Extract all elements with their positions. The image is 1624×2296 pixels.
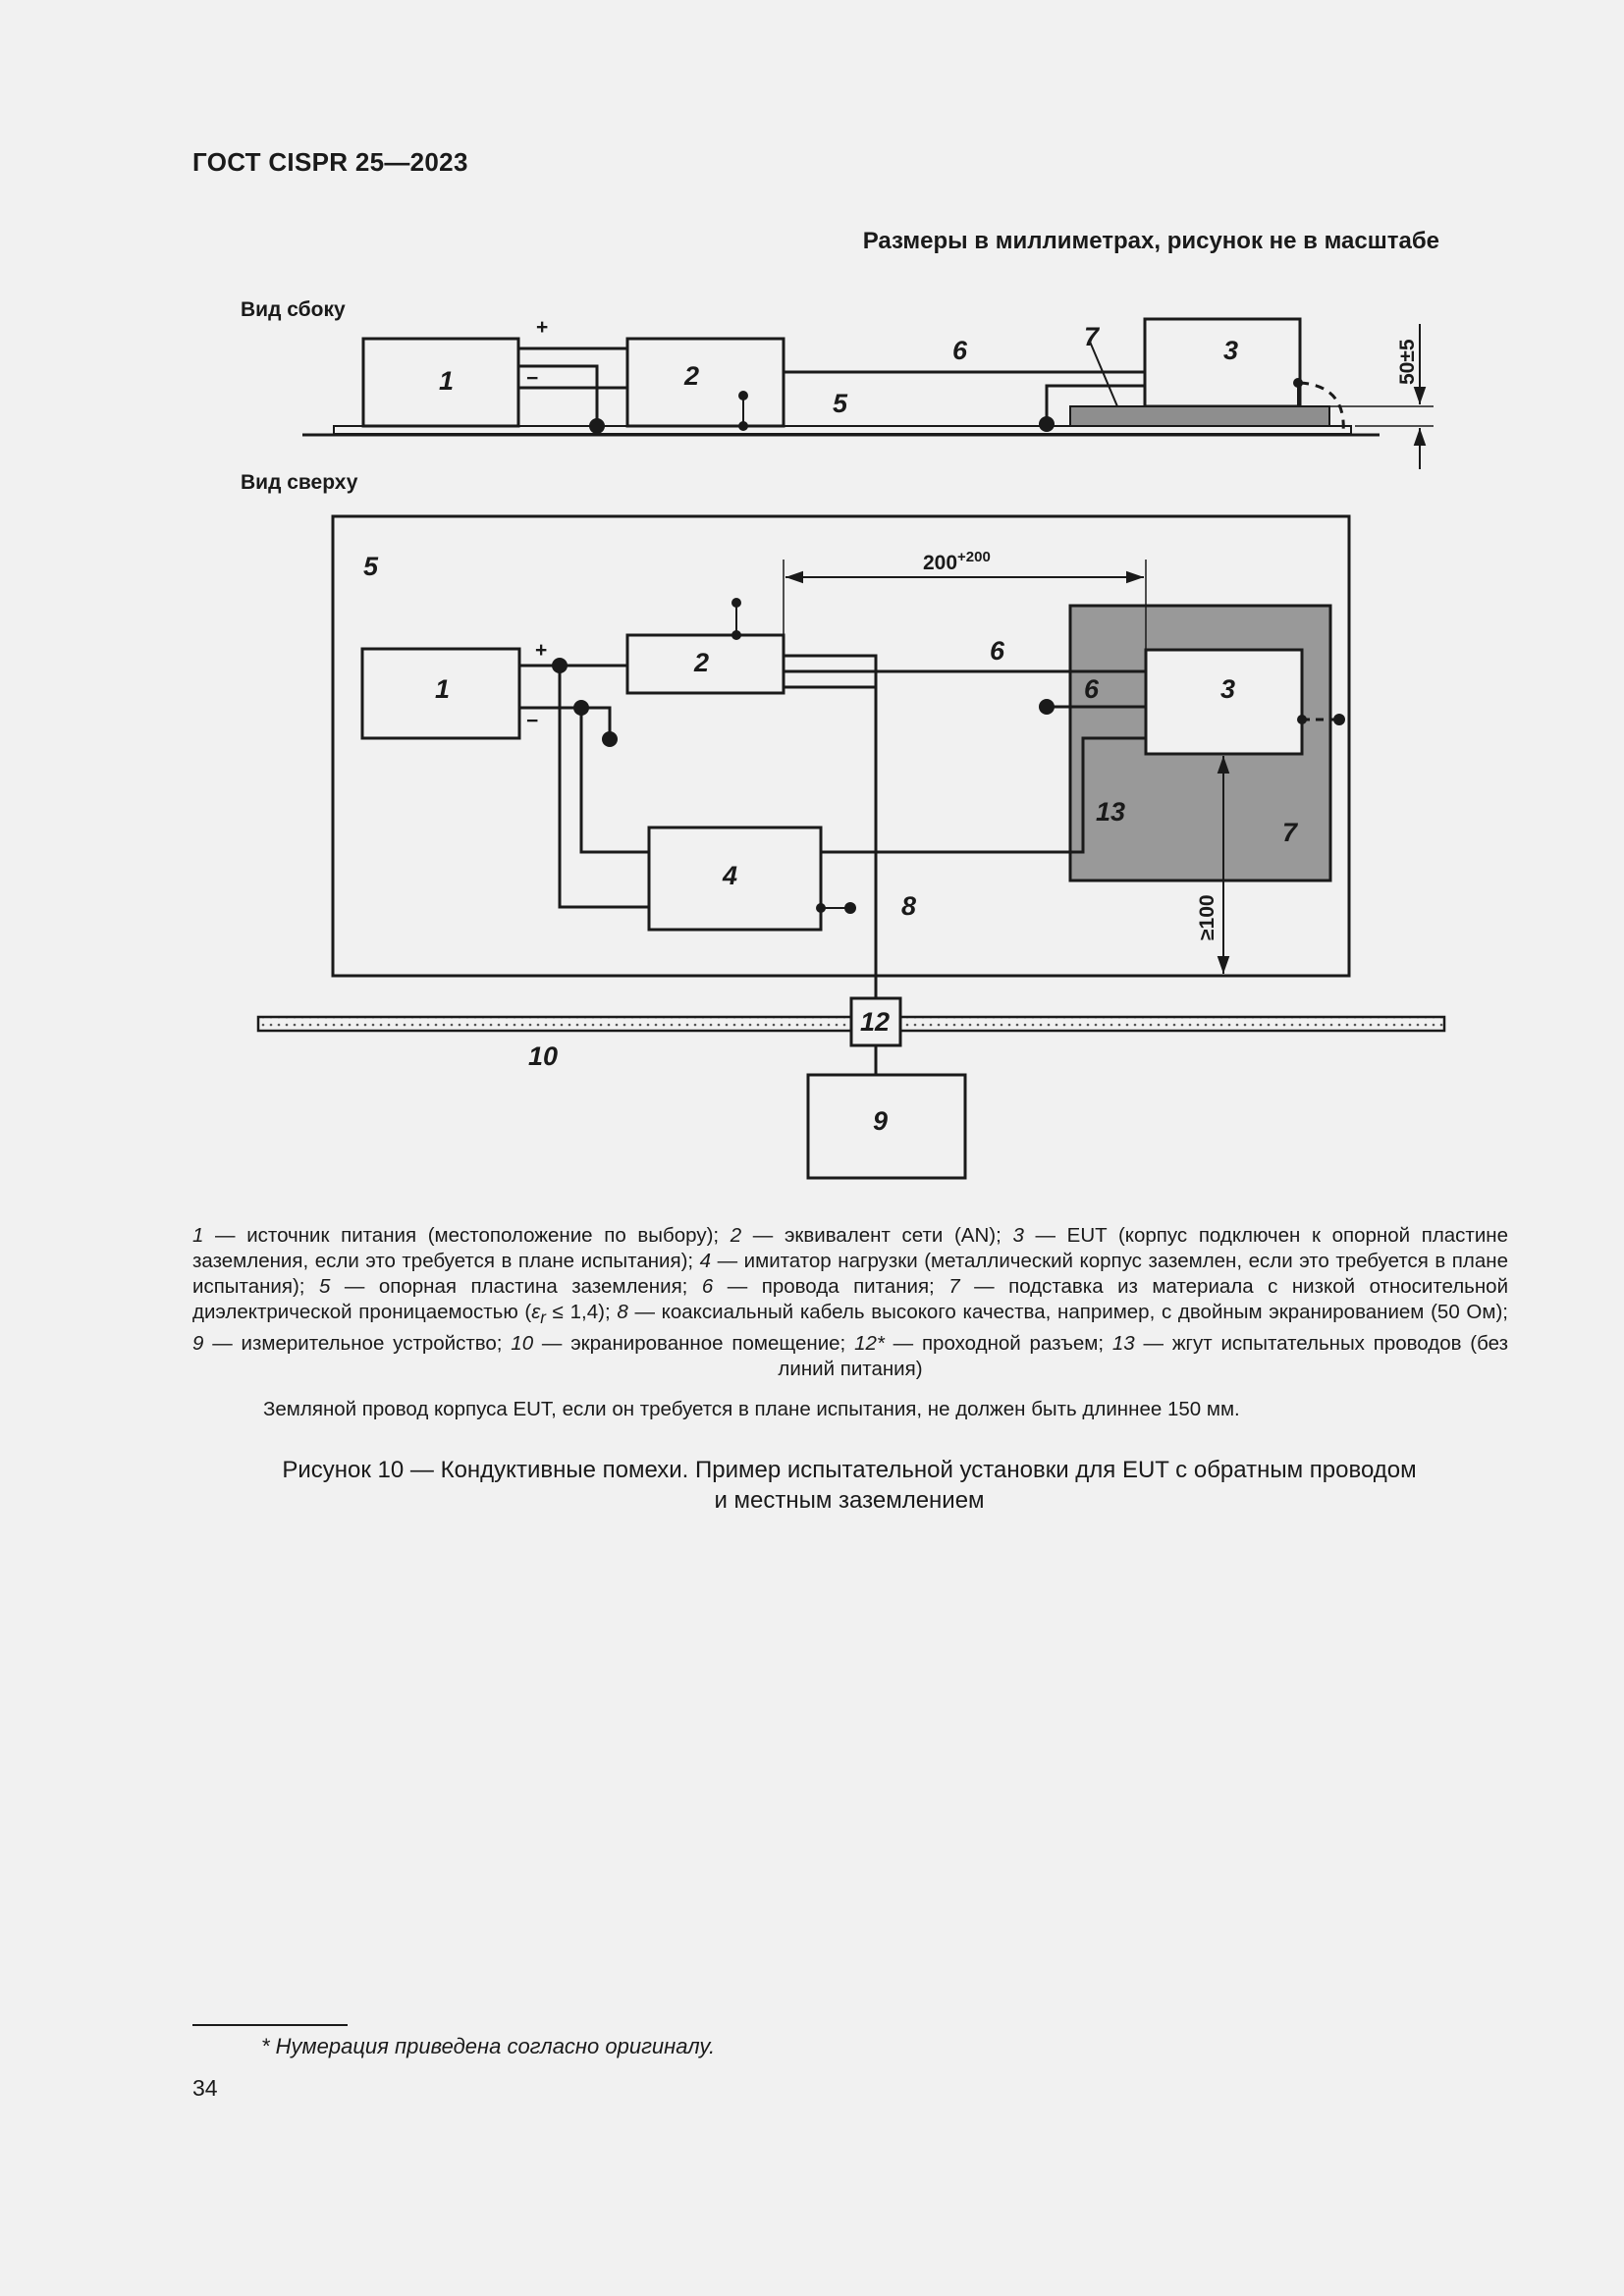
figure-caption bbox=[196, 1455, 1502, 1516]
document-header: ГОСТ CISPR 25—2023 bbox=[192, 147, 468, 177]
top-label-5: 5 bbox=[363, 552, 379, 581]
label-9: 9 bbox=[873, 1106, 889, 1136]
side-plus-sign: + bbox=[536, 316, 549, 339]
side-view-label: Вид сбоку bbox=[241, 298, 346, 321]
figure-legend: 1 — источник питания (местоположение по выбору); 2 — эквивалент сети (AN); 3 — EUT (корпус подключен к опорной пластине заземления, если это требуется в плане испытания); 4 — имитатор нагрузки (металлический корпус заземлен, если это требуется в плане испытания); 5 — опорная пластина заземления; 6 — провода питания; 7 — подставка из материала с низкой относительной диэлектрической проницаемостью $(\varepsilon_r \le 1,4)$; 8 — коаксиальный кабель высокого качества, например, с двойным экранированием (50 Ом); 9 — измерительное устройство; 10 — экранированное помещение; 12* — проходной разъем; 13 — жгут испытательных проводов (без линий питания) bbox=[192, 1224, 1509, 1381]
top-plus-sign: + bbox=[535, 639, 548, 662]
side-box-an bbox=[627, 339, 784, 426]
side-view bbox=[302, 319, 1434, 469]
side-box-eut bbox=[1145, 319, 1300, 406]
top-view-label: Вид сверху bbox=[241, 471, 358, 494]
side-label-3: 3 bbox=[1223, 336, 1239, 365]
top-label-4: 4 bbox=[723, 861, 738, 890]
side-label-1: 1 bbox=[439, 366, 455, 396]
top-label-6a: 6 bbox=[990, 636, 1005, 666]
caption-line-2: и местным заземлением bbox=[714, 1487, 985, 1514]
shielded-room bbox=[258, 998, 1444, 1178]
top-dim-distance: $200^{+200}$ bbox=[923, 549, 991, 574]
top-label-6b: 6 bbox=[1084, 674, 1100, 704]
top-label-1: 1 bbox=[435, 674, 451, 704]
label-12: 12 bbox=[860, 1007, 891, 1037]
dimensions-note: Размеры в миллиметрах, рисунок не в масштабе bbox=[862, 228, 1439, 254]
top-label-7: 7 bbox=[1282, 818, 1298, 847]
top-dim-min: ≥100 bbox=[1196, 894, 1218, 940]
footnote: * Нумерация приведена согласно оригиналу. bbox=[261, 2034, 716, 2058]
page-number: 34 bbox=[192, 2075, 218, 2101]
figure-note: Земляной провод корпуса EUT, если он требуется в плане испытания, не должен быть длиннее 150 мм. bbox=[263, 1398, 1240, 1420]
top-label-8: 8 bbox=[901, 891, 917, 921]
footnote-separator bbox=[192, 2024, 348, 2026]
side-label-5: 5 bbox=[833, 389, 848, 418]
label-10: 10 bbox=[528, 1041, 559, 1071]
side-minus-sign: − bbox=[526, 367, 539, 390]
top-label-3: 3 bbox=[1220, 674, 1236, 704]
side-label-2: 2 bbox=[684, 361, 700, 391]
side-dim-height: 50±5 bbox=[1396, 339, 1419, 385]
top-label-2: 2 bbox=[694, 648, 710, 677]
top-minus-sign: − bbox=[526, 710, 539, 732]
side-label-6: 6 bbox=[952, 336, 968, 365]
caption-line-1: Рисунок 10 — Кондуктивные помехи. Пример испытательной установки для EUT с обратным проводом bbox=[282, 1457, 1417, 1483]
top-label-13: 13 bbox=[1096, 797, 1126, 827]
side-support bbox=[1070, 406, 1329, 426]
side-label-7: 7 bbox=[1084, 322, 1100, 351]
